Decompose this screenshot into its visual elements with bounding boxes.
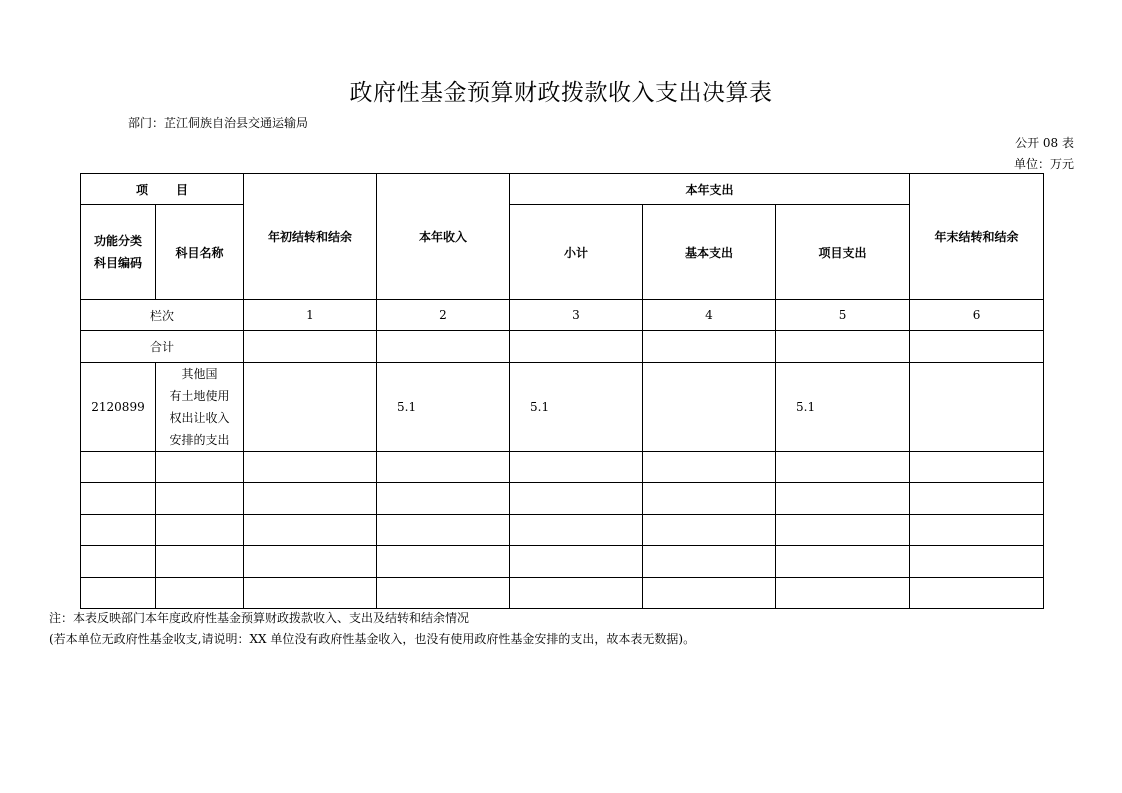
page-title: 政府性基金预算财政拨款收入支出决算表 [349, 80, 773, 106]
total-basic [643, 331, 776, 363]
row-basic [643, 363, 776, 452]
header-item-part1: 项 [135, 182, 148, 197]
header-project-expense: 项目支出 [776, 205, 910, 300]
total-project [776, 331, 910, 363]
row-income: 5.1 [377, 363, 510, 452]
unit-label: 单位：万元 [1013, 157, 1074, 171]
row-begin-balance [244, 363, 377, 452]
row-subtotal: 5.1 [510, 363, 643, 452]
column-number: 3 [510, 300, 643, 331]
total-end-balance [910, 331, 1044, 363]
row-func-code: 2120899 [81, 363, 156, 452]
header-expense: 本年支出 [510, 174, 910, 205]
total-row-label: 合计 [81, 331, 244, 363]
column-number: 4 [643, 300, 776, 331]
empty-row [81, 515, 1044, 546]
budget-table [80, 173, 1044, 609]
header-func-code [81, 205, 156, 300]
row-subject-name-line: 其他国 [181, 367, 218, 381]
column-number: 6 [910, 300, 1044, 331]
empty-row [81, 483, 1044, 515]
note-line-1: 注：本表反映部门本年度政府性基金预算财政拨款收入、支出及结转和结余情况 [49, 611, 470, 625]
row-end-balance [910, 363, 1044, 452]
header-basic-expense: 基本支出 [643, 205, 776, 300]
row-subject-name-line: 有土地使用 [169, 389, 230, 403]
header-subtotal: 小计 [510, 205, 643, 300]
empty-row [81, 578, 1044, 609]
row-subject-name-line: 权出让收入 [169, 411, 230, 425]
column-number-label: 栏次 [81, 300, 244, 331]
header-subject-name: 科目名称 [156, 205, 244, 300]
column-number: 2 [377, 300, 510, 331]
table-code-label: 公开 08 表 [1015, 136, 1074, 150]
row-subject-name-line: 安排的支出 [169, 433, 230, 447]
header-func-code-line1: 功能分类 [93, 234, 142, 248]
column-number: 1 [244, 300, 377, 331]
header-begin-balance: 年初结转和结余 [244, 174, 377, 300]
header-item-part2: 目 [176, 182, 189, 197]
total-income [377, 331, 510, 363]
row-subject-name [156, 363, 244, 452]
header-func-code-line2: 科目编码 [93, 256, 142, 270]
table-row [81, 363, 1044, 452]
total-subtotal [510, 331, 643, 363]
header-end-balance: 年末结转和结余 [910, 174, 1044, 300]
header-income: 本年收入 [377, 174, 510, 300]
total-begin-balance [244, 331, 377, 363]
column-number: 5 [776, 300, 910, 331]
row-project: 5.1 [776, 363, 910, 452]
note-line-2: (若本单位无政府性基金收支,请说明：XX 单位没有政府性基金收入，也没有使用政府性基金安排的支出，故本表无数据)。 [49, 632, 696, 646]
header-item [81, 174, 244, 205]
department-label: 部门：芷江侗族自治县交通运输局 [128, 116, 309, 130]
empty-row [81, 546, 1044, 578]
empty-row [81, 452, 1044, 483]
